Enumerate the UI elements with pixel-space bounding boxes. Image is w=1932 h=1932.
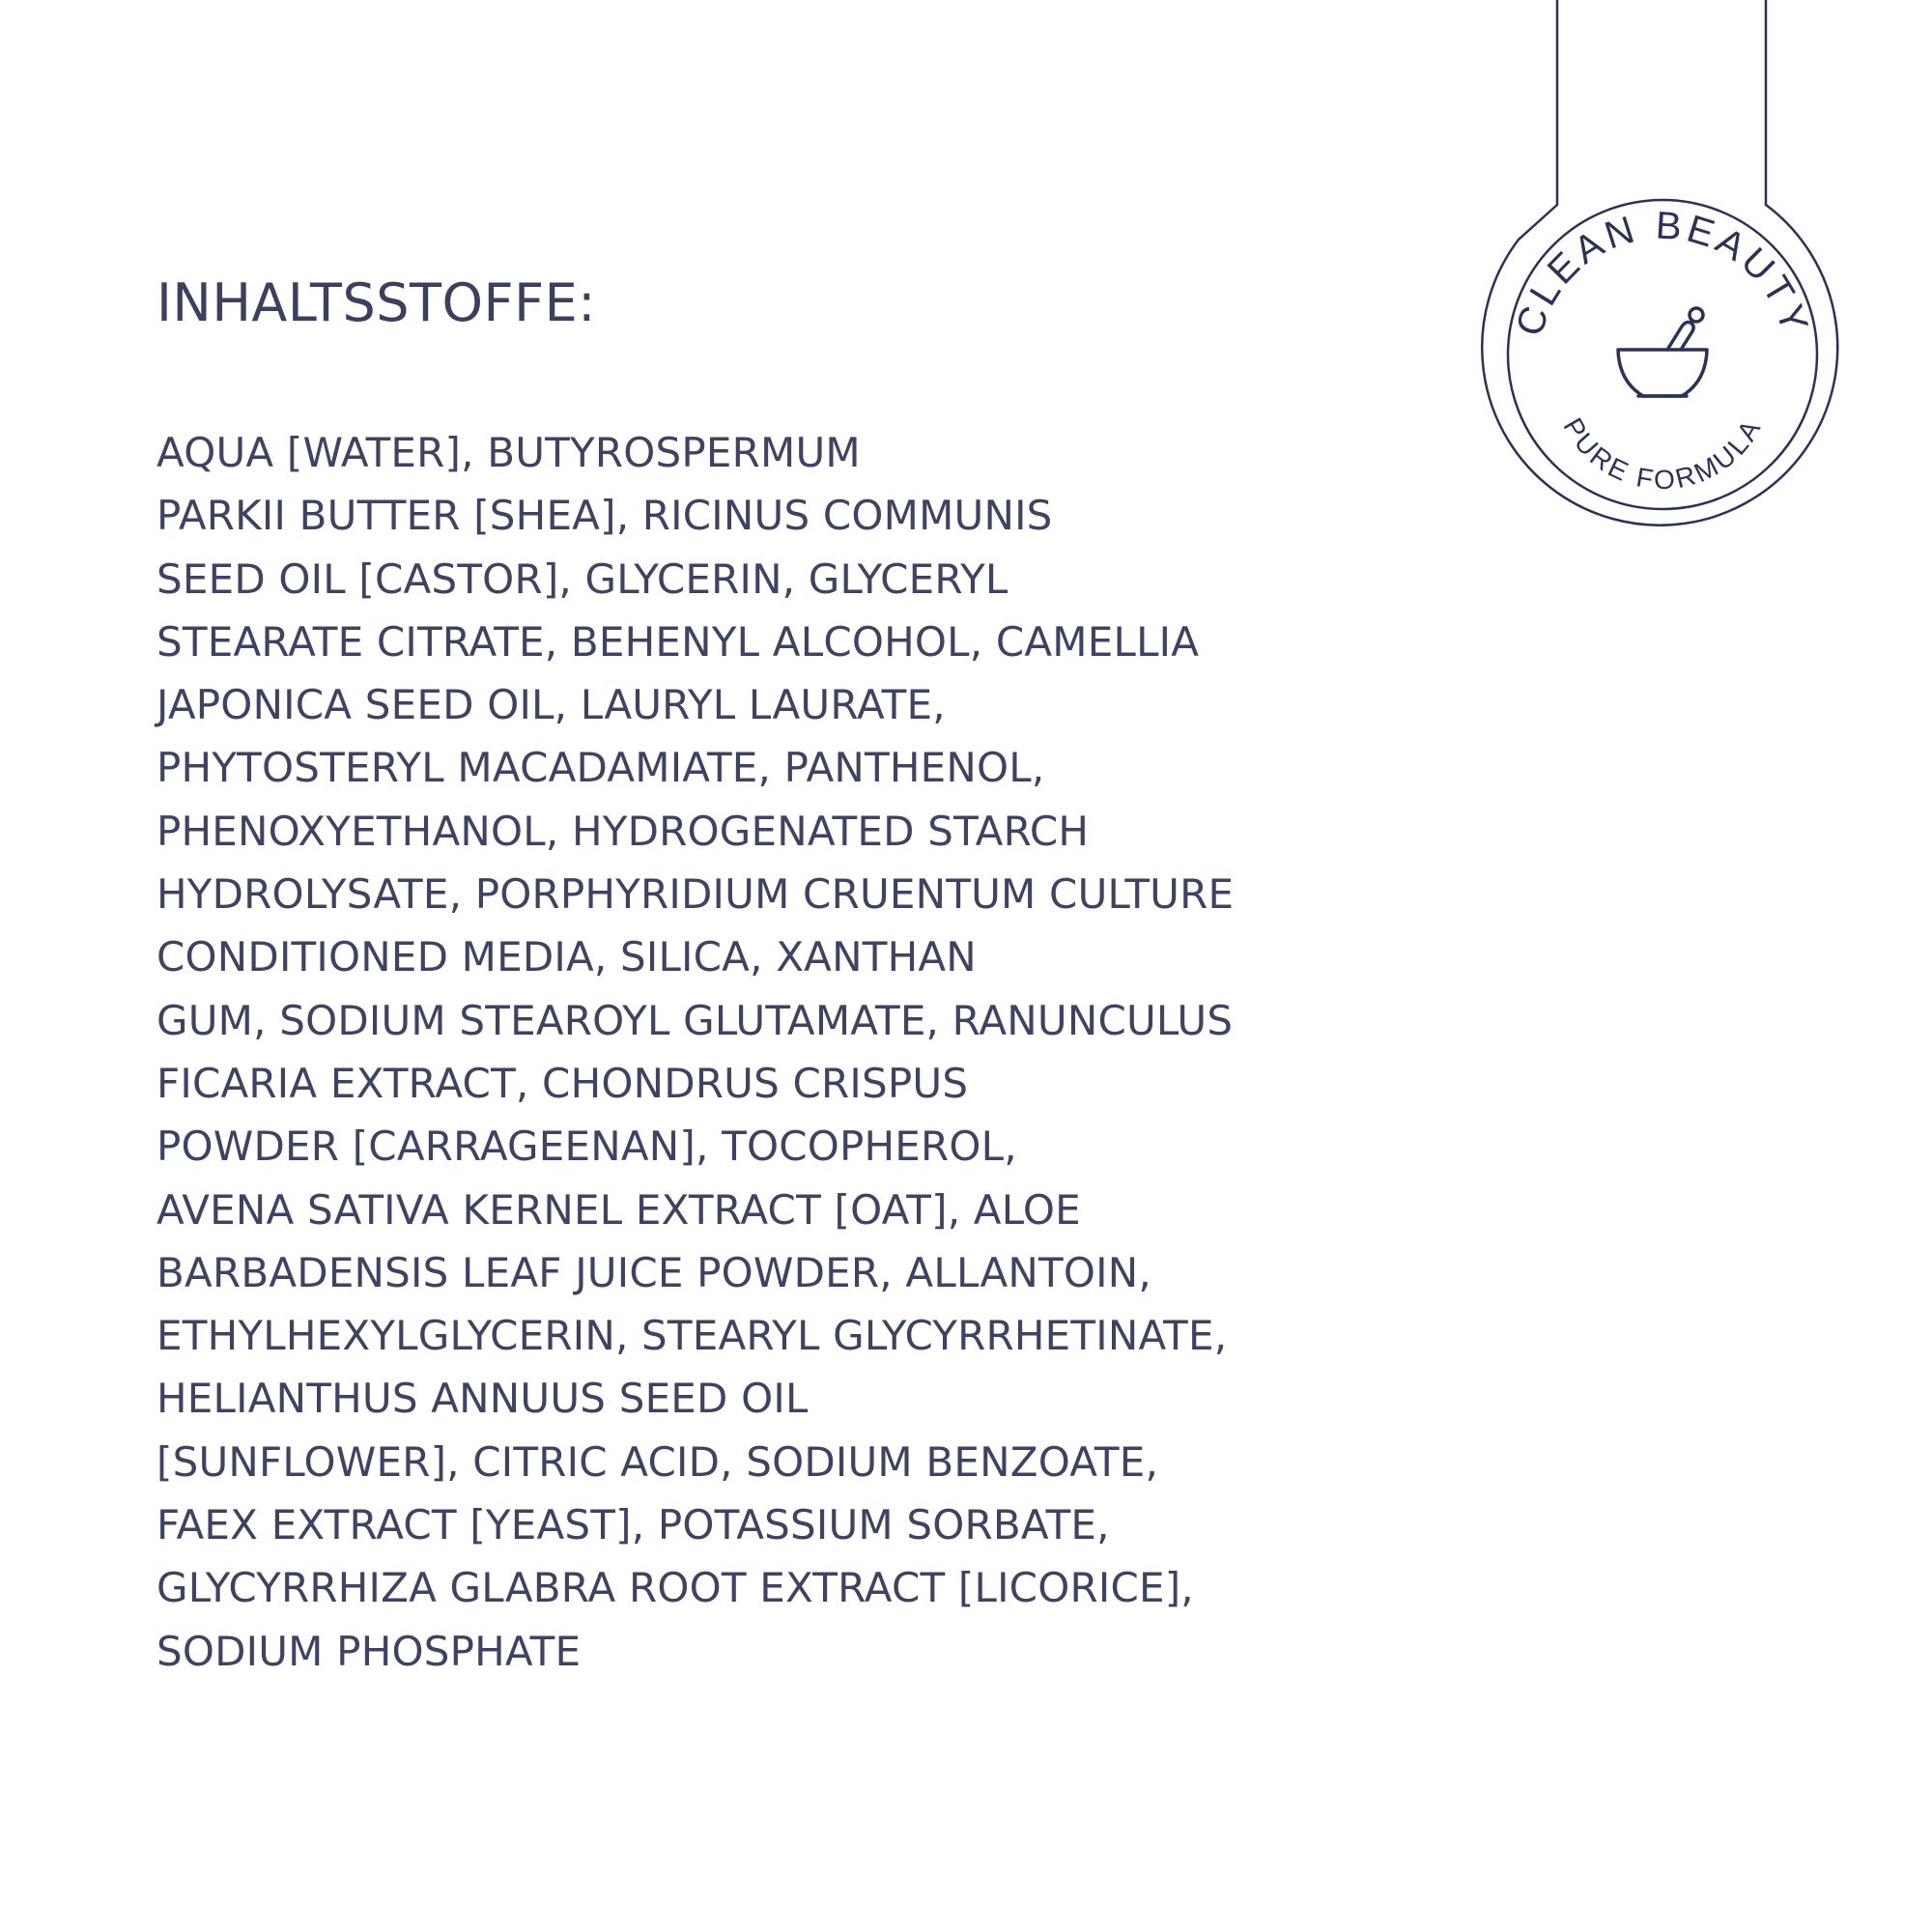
ingredient-line: AQUA [WATER], BUTYROSPERMUM [156,429,861,476]
ingredient-line: STEARATE CITRATE, BEHENYL ALCOHOL, CAMELLIA [156,617,1200,666]
ingredients-list [156,421,1412,1683]
ingredient-line: HELIANTHUS ANNUUS SEED OIL [156,1375,809,1423]
ingredient-line: GLYCYRRHIZA GLABRA ROOT EXTRACT [LICORICE], [156,1564,1194,1612]
ingredient-line: PHYTOSTERYL MACADAMIATE, PANTHENOL, [156,744,1045,792]
ingredient-line: HYDROLYSATE, PORPHYRIDIUM CRUENTUM CULTURE [156,870,1235,919]
badge-graphic [1476,0,1853,541]
ingredient-line: FICARIA EXTRACT, CHONDRUS CRISPUS [156,1059,969,1107]
ingredient-line: PARKII BUTTER [SHEA], RICINUS COMMUNIS [156,492,1053,540]
ingredient-line: [SUNFLOWER], CITRIC ACID, SODIUM BENZOATE, [156,1437,1159,1486]
ingredient-line: AVENA SATIVA KERNEL EXTRACT [OAT], ALOE [156,1185,1081,1234]
ingredient-line: PHENOXYETHANOL, HYDROGENATED STARCH [156,807,1090,855]
ingredient-line: CONDITIONED MEDIA, SILICA, XANTHAN [156,933,977,981]
badge-top-text: CLEAN BEAUTY [1508,204,1817,342]
ingredient-line: JAPONICA SEED OIL, LAURYL LAURATE, [156,681,946,729]
ingredient-line: BARBADENSIS LEAF JUICE POWDER, ALLANTOIN, [156,1248,1151,1296]
ingredient-line: POWDER [CARRAGEENAN], TOCOPHEROL, [156,1122,1017,1171]
ingredient-line: SODIUM PHOSPHATE [156,1627,582,1675]
ingredient-line: ETHYLHEXYLGLYCERIN, STEARYL GLYCYRRHETINATE, [156,1312,1228,1360]
ingredients-heading: INHALTSSTOFFE: [156,272,596,333]
mortar-and-pestle-icon [1618,308,1707,396]
ingredient-line: SEED OIL [CASTOR], GLYCERIN, GLYCERYL [156,554,1009,603]
clean-beauty-badge [1476,0,1853,541]
badge-bottom-text: PURE FORMULA [1557,412,1768,496]
ingredient-line: FAEX EXTRACT [YEAST], POTASSIUM SORBATE, [156,1501,1110,1549]
ingredient-line: GUM, SODIUM STEAROYL GLUTAMATE, RANUNCULUS [156,996,1234,1044]
